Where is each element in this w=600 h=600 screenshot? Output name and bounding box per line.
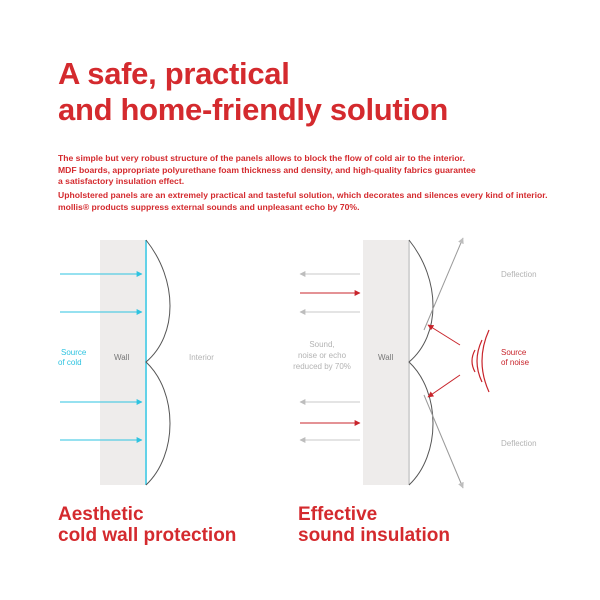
caption-sound-insulation	[298, 504, 450, 546]
caption-1-line-1: Aesthetic	[58, 504, 144, 525]
caption-2-line-2: sound insulation	[298, 525, 450, 546]
intro-p1-line-3: a satisfactory insulation effect.	[58, 176, 185, 186]
interior-label: Interior	[189, 353, 214, 362]
source-of-noise-label-1: Source	[501, 348, 527, 357]
source-of-noise-label-2: of noise	[501, 358, 530, 367]
deflection-arrow-top	[424, 238, 463, 330]
intro-p1-line-1: The simple but very robust structure of the panels allows to block the flow of cold air to the interior.	[58, 153, 465, 163]
noise-arrow	[428, 325, 460, 345]
intro-p1-line-2: MDF boards, appropriate polyurethane foam thickness and density, and high-quality fabrics guarantee	[58, 164, 476, 175]
left-panel-cushions	[146, 240, 170, 485]
sound-wave	[472, 350, 475, 372]
title-line-1: A safe, practical	[58, 56, 290, 91]
left-wall-label: Wall	[114, 353, 130, 362]
caption-cold-wall-protection	[58, 504, 236, 546]
caption-1-line-2: cold wall protection	[58, 525, 237, 546]
intro-p2-line-2: mollis® products suppress external sounds and unpleasant echo by 70%.	[58, 201, 360, 212]
sound-insulation-diagram	[293, 238, 536, 488]
right-wall-label: Wall	[378, 353, 394, 362]
source-of-cold-label-1: Source	[61, 348, 87, 357]
deflection-label-top: Deflection	[501, 270, 537, 279]
cold-protection-diagram	[58, 240, 214, 485]
right-panel-cushions	[409, 240, 433, 485]
deflection-label-bottom: Deflection	[501, 439, 537, 448]
sound-reduced-label-3: reduced by 70%	[293, 362, 351, 371]
intro-p2-line-1: Upholstered panels are an extremely practical and tasteful solution, which decorates and silences every kind of interior.	[58, 190, 548, 200]
sound-reduced-label-2: noise or echo	[297, 351, 347, 360]
caption-2-line-1: Effective	[298, 504, 378, 525]
title-line-2: and home-friendly solution	[58, 92, 449, 127]
left-wall	[100, 240, 145, 485]
noise-arrow	[428, 375, 460, 397]
right-wall	[363, 240, 408, 485]
sound-wave	[477, 340, 482, 382]
sound-wave	[482, 330, 489, 392]
deflection-arrow-bottom	[424, 395, 463, 488]
sound-reduced-label-1: Sound,	[309, 340, 335, 349]
source-of-cold-label-2: of cold	[58, 358, 82, 367]
